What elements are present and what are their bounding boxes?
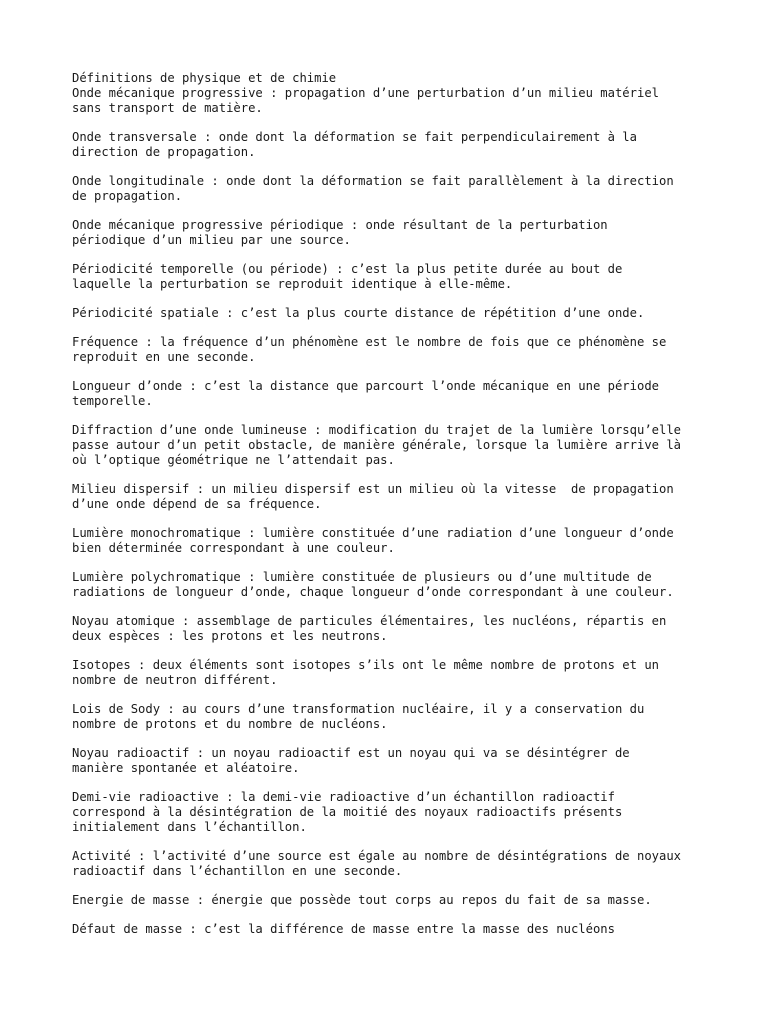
definition-isotopes: Isotopes : deux éléments sont isotopes s’ils ont le même nombre de protons et un nombre de neutron différent.: [72, 658, 659, 687]
definition-onde-periodique: Onde mécanique progressive périodique : onde résultant de la perturbation périodique d’un milieu par une source.: [72, 218, 608, 247]
definition-diffraction: Diffraction d’une onde lumineuse : modification du trajet de la lumière lorsqu’elle passe autour d’un petit obstacle, de manière générale, lorsque la lumière arrive là où l’optique géométrique ne l’attendait pas.: [72, 423, 682, 467]
definition-longueur-onde: Longueur d’onde : c’est la distance que parcourt l’onde mécanique en une période temporelle.: [72, 379, 659, 408]
definition-activite: Activité : l’activité d’une source est égale au nombre de désintégrations de noyaux radioactif dans l’échantillon en une seconde.: [72, 849, 682, 878]
definition-periodicite-spatiale: Périodicité spatiale : c’est la plus courte distance de répétition d’une onde.: [72, 306, 645, 320]
definition-noyau-radioactif: Noyau radioactif : un noyau radioactif est un noyau qui va se désintégrer de manière spontanée et aléatoire.: [72, 746, 630, 775]
definition-onde-longitudinale: Onde longitudinale : onde dont la déformation se fait parallèlement à la direction de propagation.: [72, 174, 674, 203]
document-title: Définitions de physique et de chimie: [72, 71, 337, 85]
definition-periodicite-temporelle: Périodicité temporelle (ou période) : c’est la plus petite durée au bout de laquelle la perturbation se reproduit identique à elle-même.: [72, 262, 623, 291]
document-page: [72, 71, 712, 951]
definition-milieu-dispersif: Milieu dispersif : un milieu dispersif est un milieu où la vitesse de propagation d’une onde dépend de sa fréquence.: [72, 482, 674, 511]
definition-frequence: Fréquence : la fréquence d’un phénomène est le nombre de fois que ce phénomène se reproduit en une seconde.: [72, 335, 667, 364]
definition-onde-mecanique-progressive: Onde mécanique progressive : propagation d’une perturbation d’un milieu matériel sans transport de matière.: [72, 86, 659, 115]
definition-demi-vie: Demi-vie radioactive : la demi-vie radioactive d’un échantillon radioactif correspond à la désintégration de la moitié des noyaux radioactifs présents initialement dans l’échantillon.: [72, 790, 623, 834]
definition-energie-de-masse: Energie de masse : énergie que possède tout corps au repos du fait de sa masse.: [72, 893, 652, 907]
definition-lumiere-monochromatique: Lumière monochromatique : lumière constituée d’une radiation d’une longueur d’onde bien déterminée correspondant à une couleur.: [72, 526, 674, 555]
definition-lumiere-polychromatique: Lumière polychromatique : lumière constituée de plusieurs ou d’une multitude de radiations de longueur d’onde, chaque longueur d’onde correspondant à une couleur.: [72, 570, 674, 599]
definition-defaut-de-masse: Défaut de masse : c’est la différence de masse entre la masse des nucléons: [72, 922, 615, 936]
definition-onde-transversale: Onde transversale : onde dont la déformation se fait perpendiculairement à la direction de propagation.: [72, 130, 637, 159]
definition-lois-de-sody: Lois de Sody : au cours d’une transformation nucléaire, il y a conservation du nombre de protons et du nombre de nucléons.: [72, 702, 645, 731]
definition-noyau-atomique: Noyau atomique : assemblage de particules élémentaires, les nucléons, répartis en deux espèces : les protons et les neutrons.: [72, 614, 667, 643]
